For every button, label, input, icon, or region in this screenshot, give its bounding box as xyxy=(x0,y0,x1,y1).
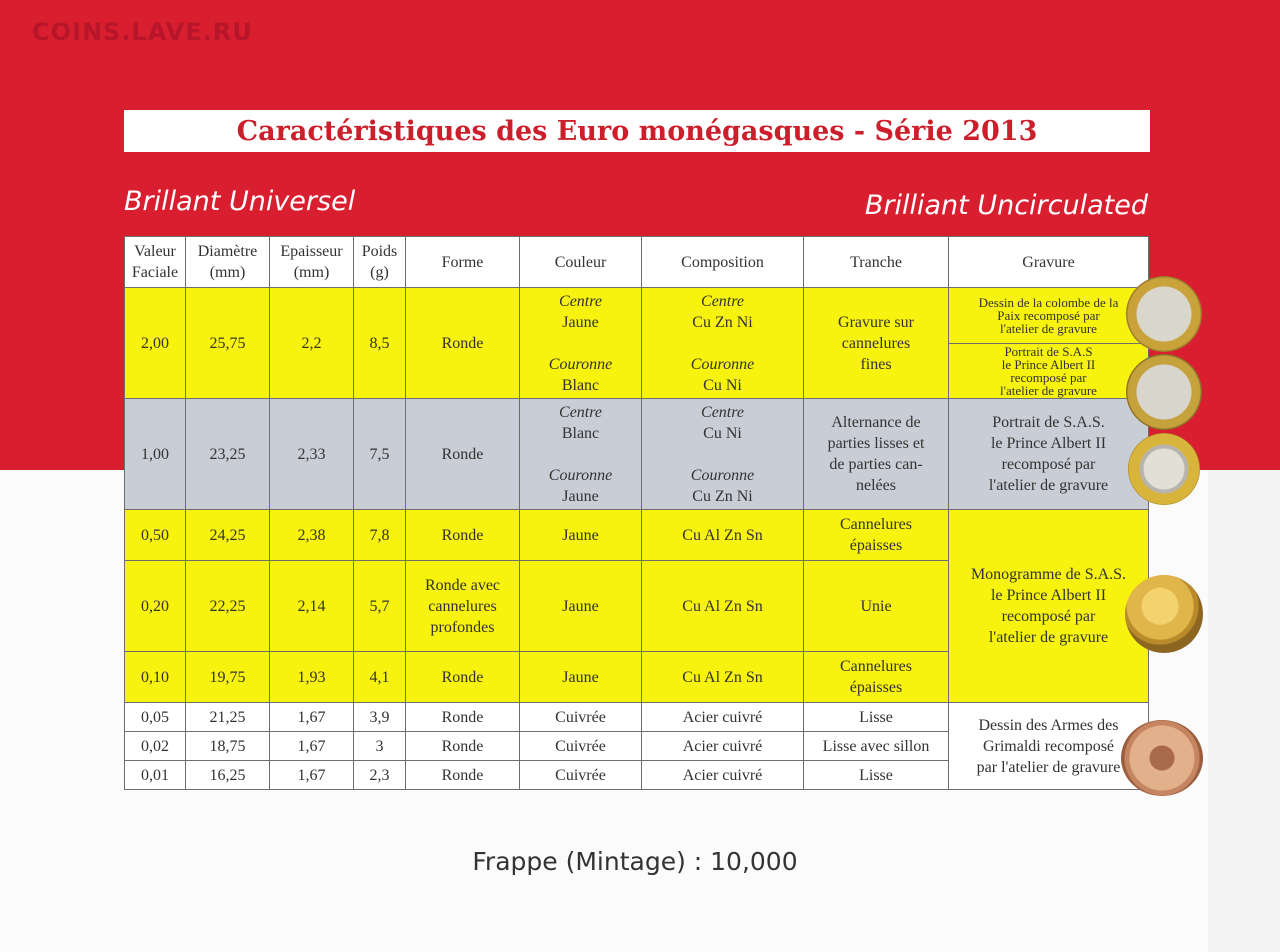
cell-epaisseur: 2,38 xyxy=(270,510,354,561)
cell-epaisseur: 2,14 xyxy=(270,561,354,652)
coin-1-euro-image xyxy=(1128,433,1200,505)
cell-gravure: Portrait de S.A.S. le Prince Albert II recomposé par l'atelier de gravure xyxy=(949,399,1149,510)
title-banner xyxy=(124,110,1150,152)
cell-composition: Cu Al Zn Sn xyxy=(642,561,804,652)
cell-composition: Acier cuivré xyxy=(642,732,804,761)
coin-50-cent-image xyxy=(1125,575,1203,653)
table-row-2-euro xyxy=(125,288,1149,399)
cell-diametre: 19,75 xyxy=(186,652,270,703)
header-gravure: Gravure xyxy=(949,237,1149,288)
table-header-row xyxy=(125,237,1149,288)
coin-2-euro-colombe-image xyxy=(1126,276,1202,352)
characteristics-table-wrapper xyxy=(124,236,1149,790)
cell-poids: 7,5 xyxy=(354,399,406,510)
cell-forme: Ronde xyxy=(406,703,520,732)
header-tranche: Tranche xyxy=(804,237,949,288)
subtitle-french: Brillant Universel xyxy=(124,186,356,217)
gravure-portrait-small: Portrait de S.A.S le Prince Albert II recomposé par l'atelier de gravure xyxy=(949,343,1148,399)
cell-poids: 2,3 xyxy=(354,761,406,790)
cell-forme: Ronde xyxy=(406,761,520,790)
cell-poids: 4,1 xyxy=(354,652,406,703)
cell-valeur: 0,01 xyxy=(125,761,186,790)
cell-tranche: Unie xyxy=(804,561,949,652)
cell-couleur: Jaune xyxy=(520,561,642,652)
cell-diametre: 21,25 xyxy=(186,703,270,732)
cell-tranche: Lisse xyxy=(804,703,949,732)
cell-couleur: Centre Jaune Couronne Blanc xyxy=(520,288,642,399)
cell-epaisseur: 2,33 xyxy=(270,399,354,510)
cell-diametre: 18,75 xyxy=(186,732,270,761)
cell-epaisseur: 1,67 xyxy=(270,732,354,761)
cell-epaisseur: 1,93 xyxy=(270,652,354,703)
header-valeur: Valeur Faciale xyxy=(125,237,186,288)
header-poids: Poids (g) xyxy=(354,237,406,288)
page-edge xyxy=(1208,470,1280,952)
cell-gravure-copper-coins: Dessin des Armes des Grimaldi recomposé par l'atelier de gravure xyxy=(949,703,1149,790)
cell-tranche: Cannelures épaisses xyxy=(804,652,949,703)
header-forme: Forme xyxy=(406,237,520,288)
table-row-1-euro xyxy=(125,399,1149,510)
cell-tranche: Lisse xyxy=(804,761,949,790)
cell-epaisseur: 2,2 xyxy=(270,288,354,399)
cell-tranche: Alternance de parties lisses et de parties can- nelées xyxy=(804,399,949,510)
cell-tranche: Lisse avec sillon xyxy=(804,732,949,761)
cell-forme: Ronde xyxy=(406,399,520,510)
header-couleur: Couleur xyxy=(520,237,642,288)
cell-epaisseur: 1,67 xyxy=(270,703,354,732)
cell-diametre: 24,25 xyxy=(186,510,270,561)
coin-5-cent-image xyxy=(1121,720,1203,796)
header-composition: Composition xyxy=(642,237,804,288)
cell-gravure-small-coins: Monogramme de S.A.S. le Prince Albert II recomposé par l'atelier de gravure xyxy=(949,510,1149,703)
cell-composition: Centre Cu Zn Ni Couronne Cu Ni xyxy=(642,288,804,399)
cell-forme: Ronde xyxy=(406,510,520,561)
cell-valeur: 0,05 xyxy=(125,703,186,732)
watermark: COINS.LAVE.RU xyxy=(32,18,253,46)
cell-diametre: 16,25 xyxy=(186,761,270,790)
cell-valeur: 0,02 xyxy=(125,732,186,761)
cell-diametre: 25,75 xyxy=(186,288,270,399)
cell-diametre: 23,25 xyxy=(186,399,270,510)
cell-composition: Acier cuivré xyxy=(642,761,804,790)
cell-epaisseur: 1,67 xyxy=(270,761,354,790)
mintage-text: Frappe (Mintage) : 10,000 xyxy=(472,847,798,876)
cell-poids: 7,8 xyxy=(354,510,406,561)
coin-2-euro-portrait-image xyxy=(1126,354,1202,430)
cell-composition: Acier cuivré xyxy=(642,703,804,732)
cell-valeur: 0,50 xyxy=(125,510,186,561)
cell-couleur: Centre Blanc Couronne Jaune xyxy=(520,399,642,510)
table-row-5-cent xyxy=(125,703,1149,732)
cell-poids: 8,5 xyxy=(354,288,406,399)
cell-poids: 5,7 xyxy=(354,561,406,652)
cell-couleur: Cuivrée xyxy=(520,732,642,761)
cell-couleur: Jaune xyxy=(520,652,642,703)
cell-valeur: 0,10 xyxy=(125,652,186,703)
subtitle-english: Brilliant Uncirculated xyxy=(864,190,1148,221)
cell-valeur: 1,00 xyxy=(125,399,186,510)
cell-forme: Ronde avec cannelures profondes xyxy=(406,561,520,652)
cell-composition: Centre Cu Ni Couronne Cu Zn Ni xyxy=(642,399,804,510)
cell-gravure xyxy=(949,288,1149,399)
header-epaisseur: Epaisseur (mm) xyxy=(270,237,354,288)
table-row-50-cent xyxy=(125,510,1149,561)
cell-valeur: 0,20 xyxy=(125,561,186,652)
cell-forme: Ronde xyxy=(406,288,520,399)
cell-diametre: 22,25 xyxy=(186,561,270,652)
cell-couleur: Cuivrée xyxy=(520,703,642,732)
cell-forme: Ronde xyxy=(406,652,520,703)
cell-couleur: Cuivrée xyxy=(520,761,642,790)
page-title: Caractéristiques des Euro monégasques - Série 2013 xyxy=(236,115,1038,147)
characteristics-table xyxy=(124,236,1149,790)
cell-composition: Cu Al Zn Sn xyxy=(642,510,804,561)
cell-poids: 3 xyxy=(354,732,406,761)
header-diametre: Diamètre (mm) xyxy=(186,237,270,288)
cell-tranche: Gravure sur cannelures fines xyxy=(804,288,949,399)
cell-valeur: 2,00 xyxy=(125,288,186,399)
cell-tranche: Cannelures épaisses xyxy=(804,510,949,561)
cell-forme: Ronde xyxy=(406,732,520,761)
cell-poids: 3,9 xyxy=(354,703,406,732)
cell-composition: Cu Al Zn Sn xyxy=(642,652,804,703)
cell-couleur: Jaune xyxy=(520,510,642,561)
gravure-colombe: Dessin de la colombe de la Paix recomposé par l'atelier de gravure xyxy=(978,294,1119,336)
